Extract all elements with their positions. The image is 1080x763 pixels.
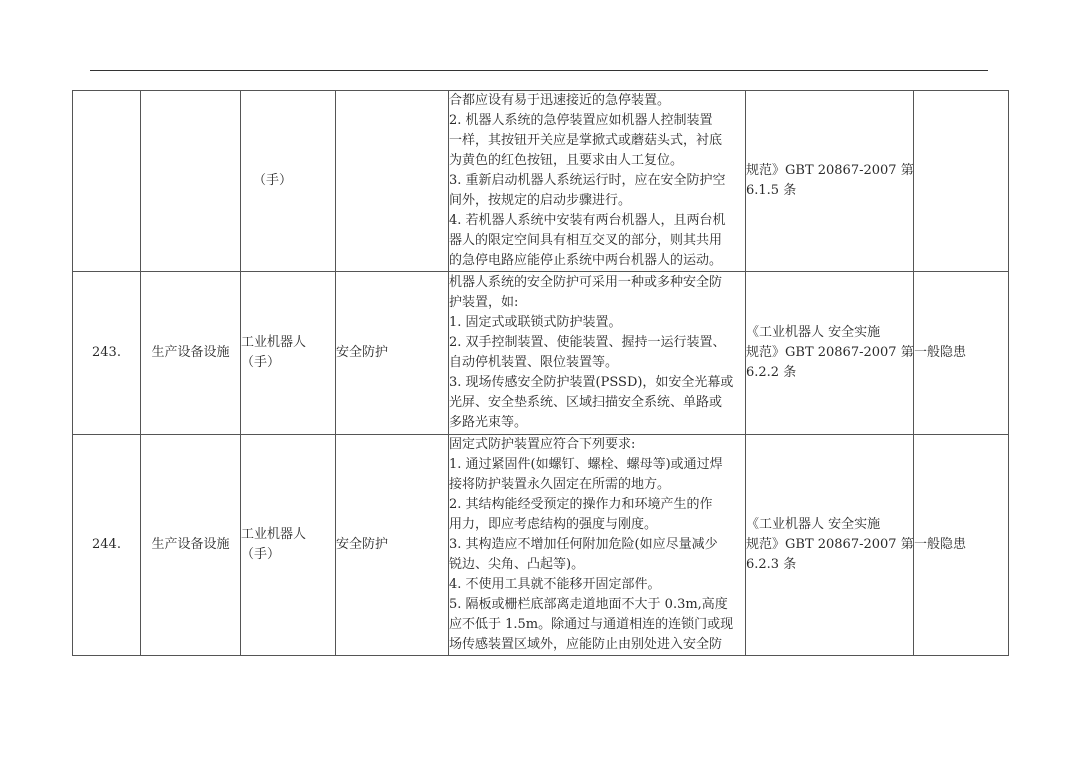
- standard-line: 《工业机器人 安全实施: [746, 517, 881, 532]
- requirement-line: 多路光束等。: [449, 415, 528, 430]
- device-line: （手）: [253, 173, 293, 188]
- requirement-line: 机器人系统的安全防护可采用一种或多种安全防: [449, 275, 723, 290]
- requirement-line: 2. 双手控制装置、使能装置、握持一运行装置、: [449, 335, 726, 350]
- cell-number: 243.: [73, 272, 141, 435]
- requirement-line: 护装置，如:: [449, 295, 519, 310]
- cell-device: [241, 435, 336, 656]
- cell-item: [336, 91, 449, 272]
- requirement-line: 器人的限定空间具有相互交叉的部分，则其共用: [449, 233, 723, 248]
- cell-category: 生产设备设施: [141, 272, 241, 435]
- requirement-line: 自动停机装置、限位装置等。: [449, 355, 619, 370]
- requirement-line: 2. 机器人系统的急停装置应如机器人控制装置: [449, 113, 713, 128]
- cell-standard: [746, 91, 914, 272]
- requirement-line: 4. 若机器人系统中安装有两台机器人，且两台机: [449, 213, 726, 228]
- requirement-line: 一样，其按钮开关应是掌掀式或蘑菇头式，衬底: [449, 133, 723, 148]
- requirement-line: 1. 通过紧固件(如螺钉、螺栓、螺母等)或通过焊: [449, 457, 723, 472]
- device-line: 工业机器人: [241, 527, 307, 542]
- standard-line: 规范》GBT 20867-2007 第: [746, 345, 914, 360]
- requirement-line: 场传感装置区域外，应能防止由别处进入安全防: [449, 637, 723, 652]
- cell-category: 生产设备设施: [141, 435, 241, 656]
- requirement-line: 2. 其结构能经受预定的操作力和环境产生的作: [449, 497, 713, 512]
- cell-requirement: [449, 91, 746, 272]
- device-line: （手）: [241, 547, 281, 562]
- cell-standard: [746, 272, 914, 435]
- standard-line: 6.2.2 条: [746, 365, 797, 380]
- hazard-table: [72, 90, 1009, 656]
- requirement-line: 固定式防护装置应符合下列要求:: [449, 437, 636, 452]
- requirement-line: 的急停电路应能停止系统中两台机器人的运动。: [449, 253, 723, 268]
- cell-requirement: [449, 272, 746, 435]
- cell-category: [141, 91, 241, 272]
- standard-line: 6.1.5 条: [746, 183, 797, 198]
- cell-device: [241, 91, 336, 272]
- cell-level: [914, 91, 1009, 272]
- requirement-line: 接将防护装置永久固定在所需的地方。: [449, 477, 671, 492]
- device-line: （手）: [241, 355, 281, 370]
- requirement-line: 1. 固定式或联锁式防护装置。: [449, 315, 622, 330]
- requirement-line: 应不低于 1.5m。除通过与通道相连的连锁门或现: [449, 617, 734, 632]
- header-rule: [90, 70, 988, 71]
- requirement-line: 为黄色的红色按钮，且要求由人工复位。: [449, 153, 684, 168]
- requirement-line: 5. 隔板或栅栏底部离走道地面不大于 0.3m,高度: [449, 597, 728, 612]
- cell-number: 244.: [73, 435, 141, 656]
- cell-device: [241, 272, 336, 435]
- requirement-line: 3. 其构造应不增加任何附加危险(如应尽量减少: [449, 537, 718, 552]
- requirement-line: 3. 现场传感安全防护装置(PSSD)，如安全光幕或: [449, 375, 734, 390]
- standard-line: 规范》GBT 20867-2007 第: [746, 537, 914, 552]
- requirement-line: 用力，即应考虑结构的强度与刚度。: [449, 517, 658, 532]
- cell-standard: [746, 435, 914, 656]
- cell-level: 一般隐患: [914, 435, 1009, 656]
- table-row: [73, 272, 1009, 435]
- requirement-line: 4. 不使用工具就不能移开固定部件。: [449, 577, 661, 592]
- requirement-line: 合都应设有易于迅速接近的急停装置。: [449, 93, 671, 108]
- requirement-line: 光屏、安全垫系统、区域扫描安全系统、单路或: [449, 395, 723, 410]
- requirement-line: 锐边、尖角、凸起等)。: [449, 557, 585, 572]
- table-row: [73, 91, 1009, 272]
- table-row: [73, 435, 1009, 656]
- cell-number: [73, 91, 141, 272]
- device-line: 工业机器人: [241, 335, 307, 350]
- requirement-line: 间外，按规定的启动步骤进行。: [449, 193, 632, 208]
- standard-line: 6.2.3 条: [746, 557, 797, 572]
- cell-requirement: [449, 435, 746, 656]
- cell-level: 一般隐患: [914, 272, 1009, 435]
- requirement-line: 3. 重新启动机器人系统运行时，应在安全防护空: [449, 173, 726, 188]
- standard-line: 《工业机器人 安全实施: [746, 325, 881, 340]
- cell-item: 安全防护: [336, 435, 449, 656]
- standard-line: 规范》GBT 20867-2007 第: [746, 163, 914, 178]
- cell-item: 安全防护: [336, 272, 449, 435]
